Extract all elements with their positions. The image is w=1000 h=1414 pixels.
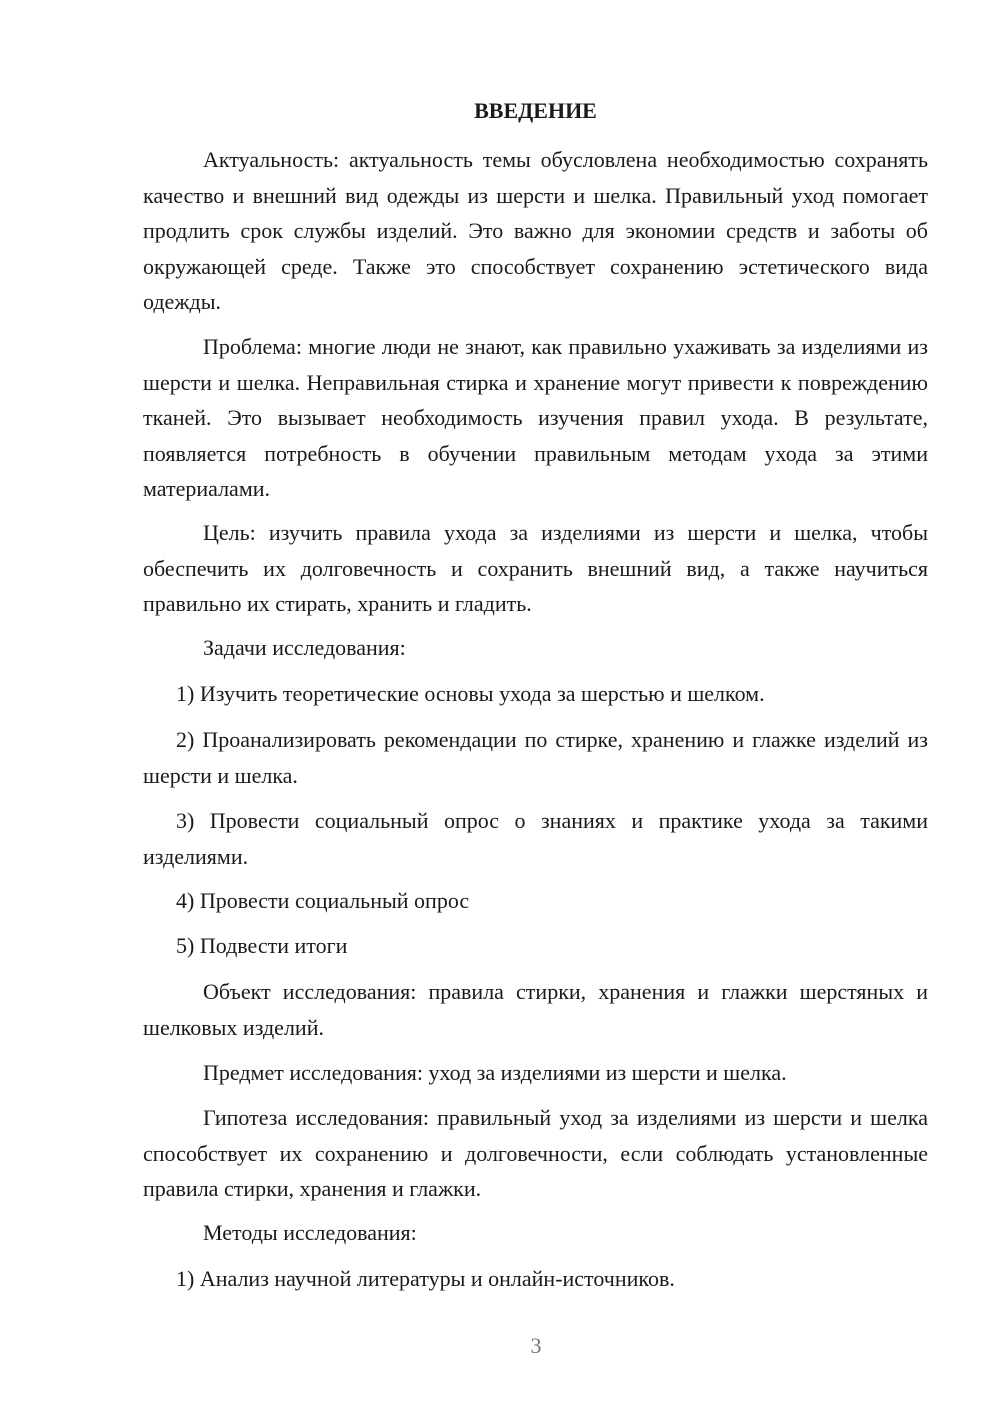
page-number: 3 [530, 1333, 542, 1358]
method-item-1: 1) Анализ научной литературы и онлайн-источников. [176, 1266, 675, 1291]
paragraph-subject: Предмет исследования: уход за изделиями из шерсти и шелка. [203, 1060, 787, 1085]
paragraph-object: Объект исследования: правила стирки, хранения и глажки шерстяных и шелковых изделий. [143, 979, 928, 1040]
paragraph-problem: Проблема: многие люди не знают, как правильно ухаживать за изделиями из шерсти и шелка. Неправильная стирка и хранение могут привести к повреждению тканей. Это вызывает необходимость изучения правил ухода. В результате, появляется потребность в обучении правильным методам ухода за этими материалами. [143, 334, 928, 501]
paragraph-relevance: Актуальность: актуальность темы обусловлена необходимостью сохранять качество и внешний вид одежды из шерсти и шелка. Правильный уход помогает продлить срок службы изделий. Это важно для экономии средств и заботы об окружающей среде. Также это способствует сохранению эстетического вида одежды. [143, 147, 928, 314]
page-title: ВВЕДЕНИЕ [474, 98, 597, 123]
task-item-1: 1) Изучить теоретические основы ухода за шерстью и шелком. [176, 681, 765, 706]
task-item-2: 2) Проанализировать рекомендации по стирке, хранению и глажке изделий из шерсти и шелка. [143, 727, 928, 788]
methods-heading: Методы исследования: [203, 1220, 417, 1245]
tasks-heading: Задачи исследования: [203, 635, 406, 660]
paragraph-hypothesis: Гипотеза исследования: правильный уход за изделиями из шерсти и шелка способствует их сохранению и долговечности, если соблюдать установленные правила стирки, хранения и глажки. [143, 1105, 928, 1201]
task-item-4: 4) Провести социальный опрос [176, 888, 470, 913]
paragraph-goal: Цель: изучить правила ухода за изделиями из шерсти и шелка, чтобы обеспечить их долговечность и сохранить внешний вид, а также научиться правильно их стирать, хранить и гладить. [143, 520, 928, 616]
task-item-5: 5) Подвести итоги [176, 933, 348, 958]
task-item-3: 3) Провести социальный опрос о знаниях и практике ухода за такими изделиями. [143, 808, 928, 869]
